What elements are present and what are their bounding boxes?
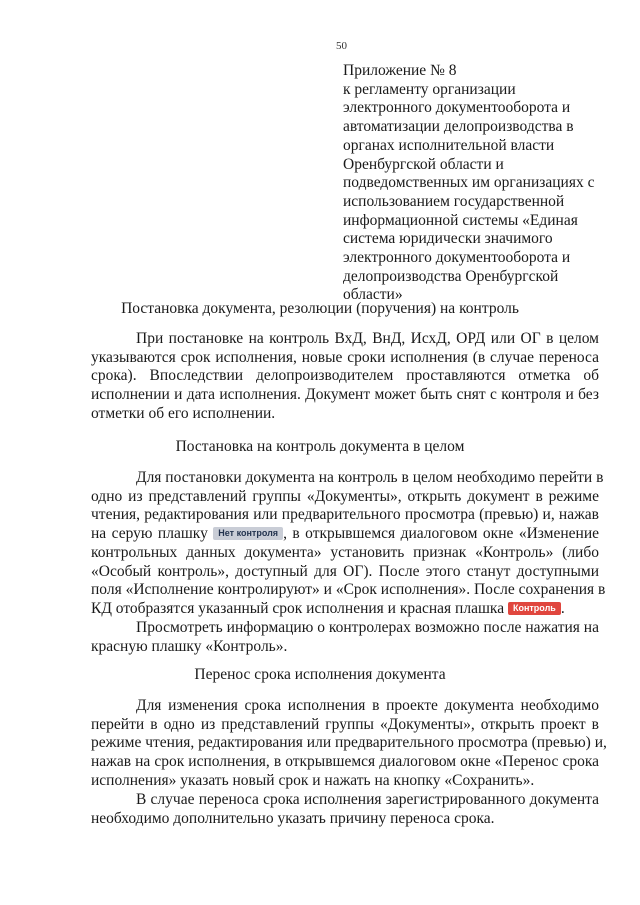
paragraph-line: чтения, редактирования или предварительного просмотра (превью) и, нажав	[91, 506, 599, 524]
paragraph-line: Просмотреть информацию о контролерах возможно после нажатия на	[136, 619, 599, 636]
paragraph-line: перейти в одно из представлений группы «Документы», открыть проект в	[91, 715, 599, 733]
paragraph-line: красную плашку «Контроль».	[91, 637, 288, 655]
paragraph-deadline-change	[91, 697, 607, 791]
paragraph-line	[91, 600, 599, 619]
paragraph-transfer-reason	[91, 791, 599, 828]
appendix-header	[343, 62, 613, 305]
paragraph-document-control	[91, 469, 606, 619]
paragraph-line: контрольных данных документа» установить признак «Контроль» (либо	[91, 543, 599, 561]
paragraph-line: поля «Исполнение контролируют» и «Срок исполнения». После сохранения в	[91, 581, 606, 599]
paragraph-line: указываются срок исполнения, новые сроки исполнения (в случае переноса	[91, 348, 599, 366]
paragraph-line: отметки об его исполнении.	[91, 404, 276, 422]
paragraph-line: срока). Впоследствии делопроизводителем проставляются отметка об	[91, 367, 599, 385]
control-badge[interactable]: Контроль	[508, 602, 561, 615]
appendix-line: подведомственных им организациях с	[343, 174, 595, 192]
text-segment: , в открывшемся диалоговом окне «Изменение	[283, 525, 600, 543]
appendix-line: электронного документооборота и	[343, 249, 571, 267]
paragraph-line	[91, 525, 599, 544]
paragraph-line: Для постановки документа на контроль в целом необходимо перейти в	[136, 469, 604, 486]
paragraph-control-intro	[91, 330, 599, 424]
appendix-line: система юридически значимого	[343, 230, 553, 248]
appendix-line: к регламенту организации	[343, 80, 516, 98]
paragraph-line: нажав на срок исполнения, в открывшемся диалоговом окне «Перенос срока	[91, 753, 599, 771]
appendix-line: автоматизации делопроизводства в	[343, 118, 574, 136]
paragraph-line: исполнения» указать новый срок и нажать на кнопку «Сохранить».	[91, 771, 535, 789]
paragraph-line: необходимо дополнительно указать причину переноса срока.	[91, 809, 495, 827]
appendix-line: информационной системы «Единая	[343, 211, 578, 229]
appendix-line: Приложение № 8	[343, 62, 457, 79]
paragraph-controllers-info	[91, 619, 599, 656]
section-heading-document-control: Постановка на контроль документа в целом	[175, 438, 465, 455]
appendix-line: делопроизводства Оренбургской	[343, 267, 559, 285]
paragraph-line: Для изменения срока исполнения в проекте документа необходимо	[136, 697, 599, 714]
appendix-line: Оренбургской области и	[343, 155, 504, 173]
section-heading-deadline-transfer: Перенос срока исполнения документа	[194, 666, 446, 683]
paragraph-line: При постановке на контроль ВхД, ВнД, ИсхД, ОРД или ОГ в целом	[136, 330, 599, 347]
paragraph-line: В случае переноса срока исполнения зарегистрированного документа	[136, 791, 599, 808]
page-number: 50	[336, 40, 347, 52]
appendix-line: органах исполнительной власти	[343, 136, 555, 154]
section-heading-control: Постановка документа, резолюции (поручения) на контроль	[121, 300, 519, 317]
paragraph-line: «Особый контроль», доступный для ОГ). После этого станут доступными	[91, 562, 599, 580]
paragraph-line: режиме чтения, редактирования или предварительного просмотра (превью) и,	[91, 734, 607, 752]
paragraph-line: исполнении и дата исполнения. Документ может быть снят с контроля и без	[91, 386, 599, 404]
paragraph-line: одно из представлений группы «Документы», открыть документ в режиме	[91, 487, 599, 505]
text-segment: КД отобразятся указанный срок исполнения и красная плашка	[91, 599, 505, 617]
appendix-line: области»	[343, 286, 403, 304]
appendix-line: электронного документооборота и	[343, 99, 571, 117]
text-segment: .	[560, 599, 565, 617]
text-segment: на серую плашку	[91, 525, 208, 543]
no-control-badge[interactable]: Нет контроля	[213, 527, 283, 540]
appendix-line: использованием государственной	[343, 192, 565, 210]
